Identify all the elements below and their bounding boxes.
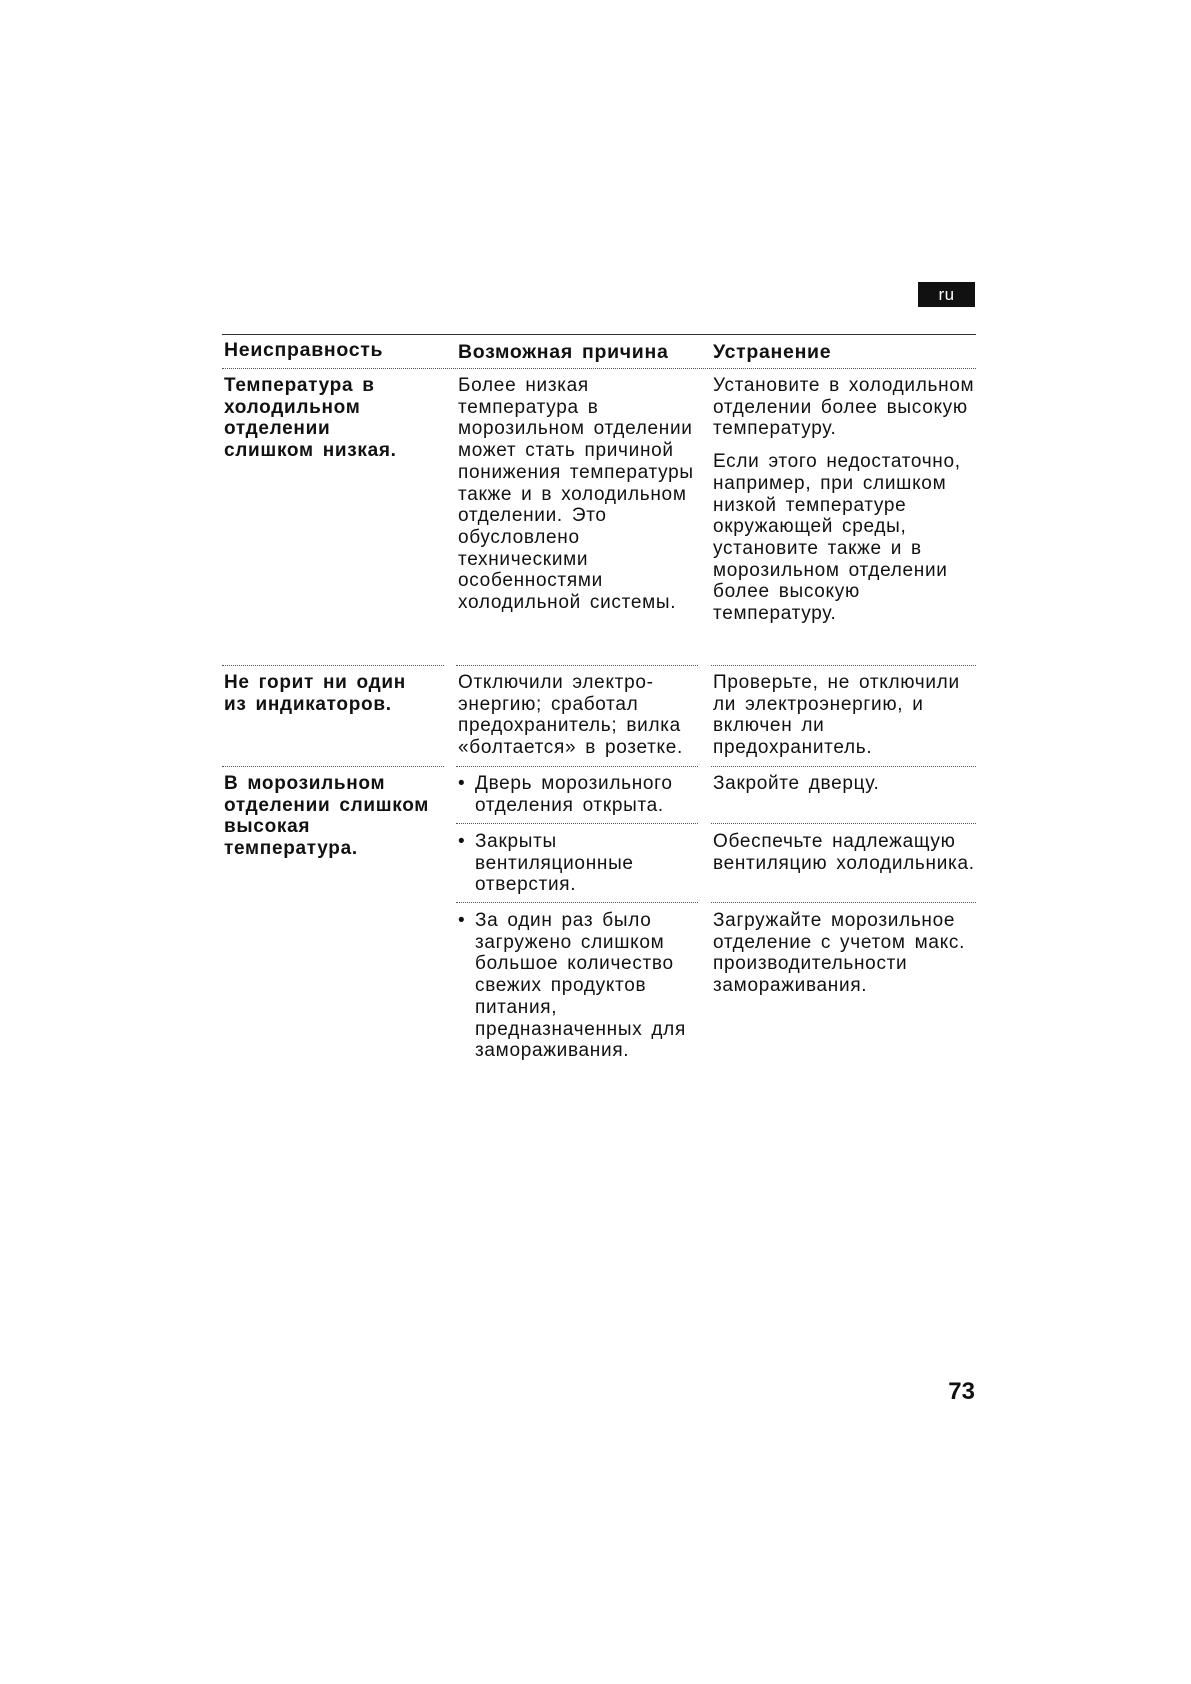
header-remedy: Устранение [713, 341, 832, 363]
row-3-sub-1-rule-c [711, 823, 976, 824]
row-1-remedy-text-2: Если этого недостаточно, например, при слишком низкой температуре окружающей среды, установите также и в морозильном отделении более высокую температуру. [713, 451, 961, 625]
row-3-cause-1-text: Дверь морозильного отделения открыта. [475, 773, 673, 816]
row-3-cause-3-text: За один раз было загружено слишком большое количество свежих продуктов питания, предназначенных для замораживания. [475, 910, 686, 1062]
row-2-fault: Не горит ни один из индикаторов. [224, 672, 406, 715]
table-top-rule [222, 334, 976, 335]
row-3-cause-2-text: Закрыты вентиляционные отверстия. [475, 831, 634, 896]
row-3-cause-2 [458, 831, 698, 896]
row-3-remedy-2: Обеспечьте надлежащую вентиляцию холодильника. [713, 831, 975, 874]
header-fault: Неисправность [224, 339, 384, 361]
row-1-remedy-text-1: Установите в холодильном отделении более высокую температуру. [713, 375, 975, 440]
row-3-sub-2-rule-b [456, 902, 698, 903]
row-3-sub-2-rule-c [711, 902, 976, 903]
page-number: 73 [948, 1378, 975, 1405]
row-1-cause: Более низкая температура в морозильном отделении может стать причиной понижения температуры также и в холодильном отделении. Это обусловлено техническими особенностями холодильной системы. [458, 375, 694, 614]
row-1-rule-a [222, 665, 444, 666]
row-3-sub-1-rule-b [456, 823, 698, 824]
row-2-cause: Отключили электро-энергию; сработал предохранитель; вилка «болтается» в розетке. [458, 672, 684, 759]
row-2-rule-a [222, 766, 444, 767]
row-2-remedy: Проверьте, не отключили ли электроэнергию, и включен ли предохранитель. [713, 672, 960, 759]
language-badge: ru [918, 282, 975, 307]
row-3-cause-1 [458, 773, 698, 816]
row-1-rule-b [456, 665, 698, 666]
row-2-rule-b [456, 766, 698, 767]
row-3-cause-3 [458, 910, 698, 1062]
row-1-rule-c [711, 665, 976, 666]
row-3-fault: В морозильном отделении слишком высокая температура. [224, 773, 430, 860]
row-3-remedy-3: Загружайте морозильное отделение с учетом макс. производительности замораживания. [713, 910, 966, 997]
row-1-remedy [713, 375, 977, 636]
header-cause: Возможная причина [458, 341, 669, 363]
bullet: • [458, 910, 466, 931]
row-2-rule-c [711, 766, 976, 767]
row-1-fault: Температура в холодильном отделении слишком низкая. [224, 375, 397, 462]
header-rule [222, 368, 976, 369]
row-3-remedy-1: Закройте дверцу. [713, 773, 880, 794]
bullet: • [458, 831, 466, 852]
bullet: • [458, 773, 466, 794]
